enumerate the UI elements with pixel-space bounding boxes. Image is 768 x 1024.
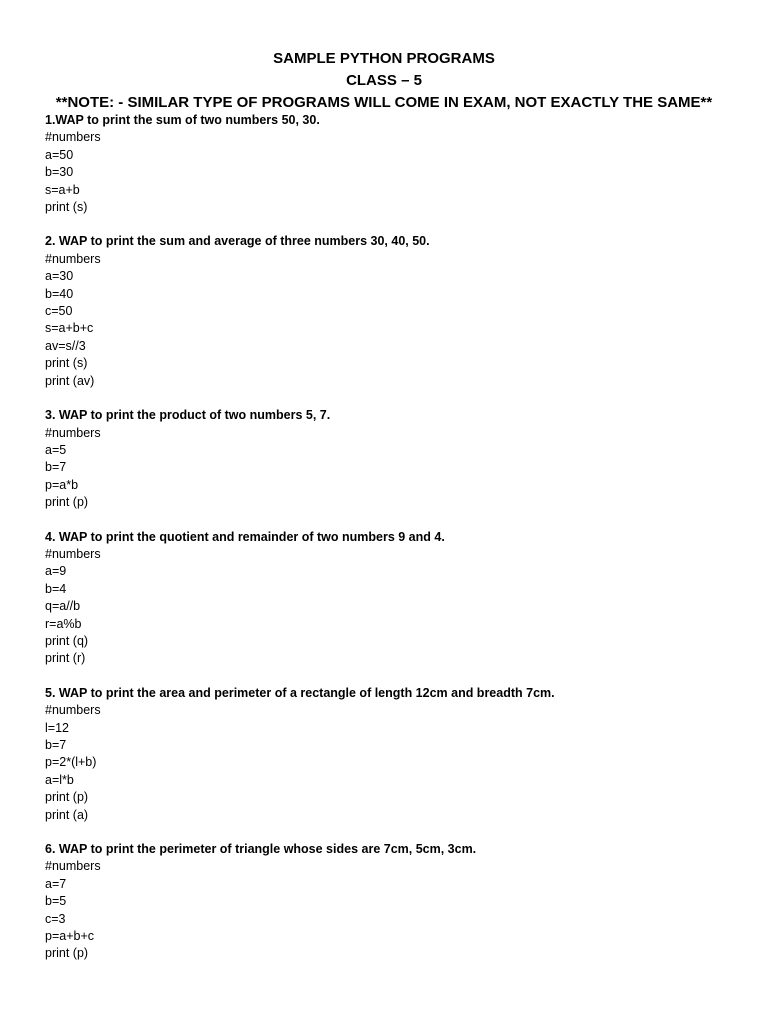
code-line: #numbers bbox=[45, 703, 101, 718]
document-header bbox=[0, 48, 768, 114]
code-line: a=50 bbox=[45, 147, 74, 162]
program-question: 1.WAP to print the sum of two numbers 50, 30. bbox=[45, 113, 320, 127]
program-question: 4. WAP to print the quotient and remainder of two numbers 9 and 4. bbox=[45, 529, 445, 544]
code-line: print (q) bbox=[45, 633, 89, 648]
code-line: #numbers bbox=[45, 546, 101, 561]
code-line: c=3 bbox=[45, 911, 66, 926]
code-line: r=a%b bbox=[45, 616, 82, 631]
code-line: c=50 bbox=[45, 304, 73, 319]
code-line: print (s) bbox=[45, 200, 88, 215]
code-line: #numbers bbox=[45, 859, 101, 874]
program-question: 2. WAP to print the sum and average of three numbers 30, 40, 50. bbox=[45, 234, 430, 249]
code-line: a=30 bbox=[45, 269, 74, 284]
program-list bbox=[45, 112, 745, 980]
code-line: b=7 bbox=[45, 460, 67, 475]
code-line: a=5 bbox=[45, 442, 67, 457]
program-6 bbox=[45, 841, 745, 963]
program-2 bbox=[45, 233, 745, 390]
code-line: b=30 bbox=[45, 165, 74, 180]
code-line: print (p) bbox=[45, 946, 89, 961]
code-line: p=a+b+c bbox=[45, 929, 95, 944]
exam-note: **NOTE: - SIMILAR TYPE OF PROGRAMS WILL COME IN EXAM, NOT EXACTLY THE SAME** bbox=[55, 94, 713, 111]
code-line: q=a//b bbox=[45, 599, 81, 614]
code-line: b=5 bbox=[45, 894, 67, 909]
code-line: a=9 bbox=[45, 564, 67, 579]
class-label: CLASS – 5 bbox=[346, 72, 422, 89]
code-line: a=l*b bbox=[45, 772, 74, 787]
code-line: p=a*b bbox=[45, 477, 79, 492]
code-line: b=4 bbox=[45, 581, 67, 596]
code-line: l=12 bbox=[45, 720, 69, 735]
code-line: print (p) bbox=[45, 790, 89, 805]
program-1 bbox=[45, 112, 745, 216]
code-line: #numbers bbox=[45, 425, 101, 440]
code-line: print (r) bbox=[45, 651, 86, 666]
program-question: 6. WAP to print the perimeter of triangle whose sides are 7cm, 5cm, 3cm. bbox=[45, 842, 477, 857]
code-line: print (a) bbox=[45, 807, 89, 822]
code-line: a=7 bbox=[45, 876, 67, 891]
program-4 bbox=[45, 529, 745, 668]
code-line: b=40 bbox=[45, 286, 74, 301]
code-line: b=7 bbox=[45, 738, 67, 752]
code-line: print (p) bbox=[45, 495, 89, 510]
code-line: av=s//3 bbox=[45, 338, 86, 353]
code-line: s=a+b+c bbox=[45, 321, 94, 336]
program-3 bbox=[45, 407, 745, 511]
code-line: p=2*(l+b) bbox=[45, 755, 97, 770]
code-line: print (av) bbox=[45, 373, 95, 388]
program-question: 3. WAP to print the product of two numbers 5, 7. bbox=[45, 408, 331, 423]
code-line: #numbers bbox=[45, 130, 101, 145]
code-line: print (s) bbox=[45, 356, 88, 371]
code-line: s=a+b bbox=[45, 182, 80, 197]
code-line: #numbers bbox=[45, 251, 101, 266]
document-title: SAMPLE PYTHON PROGRAMS bbox=[273, 50, 495, 67]
program-5 bbox=[45, 685, 745, 824]
program-question: 5. WAP to print the area and perimeter of a rectangle of length 12cm and breadth 7cm. bbox=[45, 685, 555, 700]
